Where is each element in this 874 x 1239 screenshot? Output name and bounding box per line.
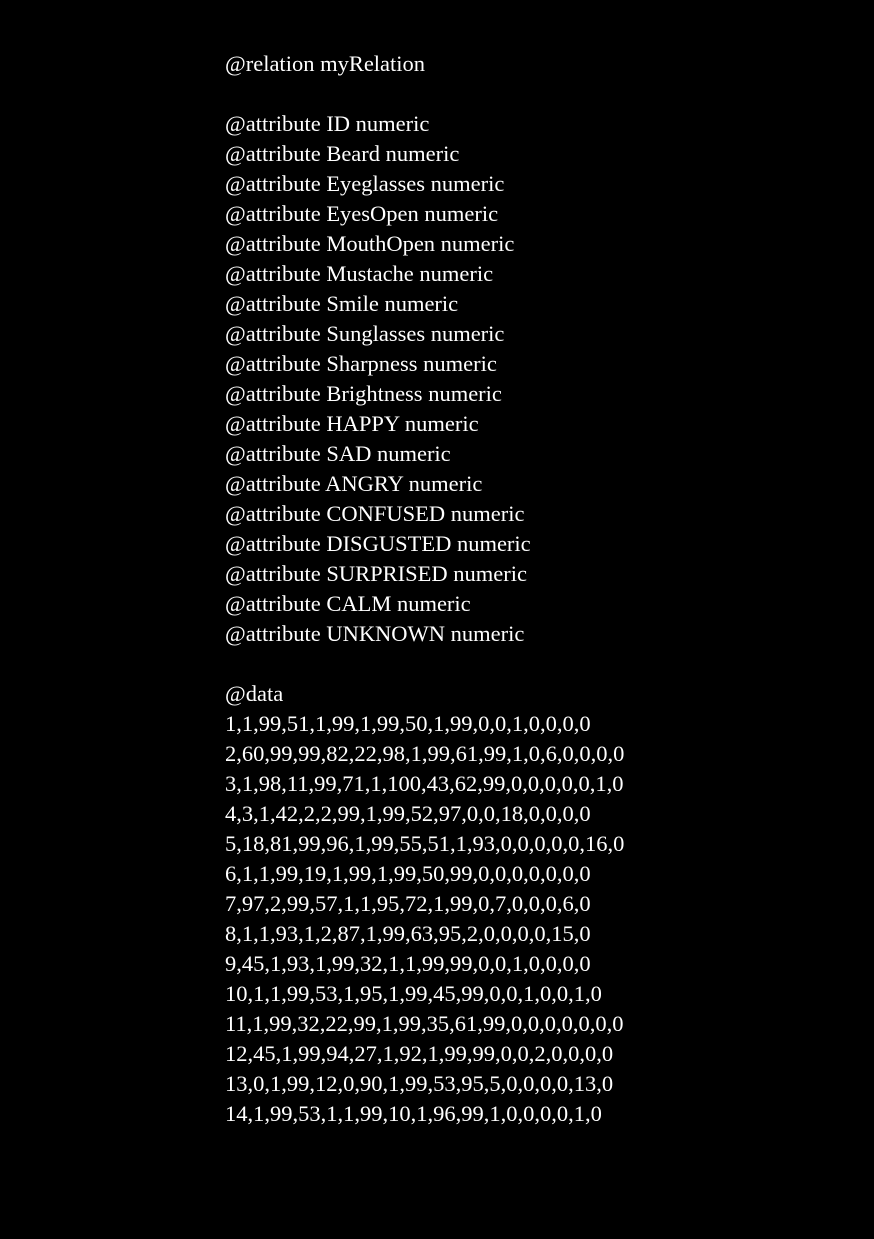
- attribute-line: @attribute DISGUSTED numeric: [225, 531, 531, 556]
- data-row: 4,3,1,42,2,2,99,1,99,52,97,0,0,18,0,0,0,0: [225, 801, 591, 826]
- attribute-line: @attribute UNKNOWN numeric: [225, 621, 525, 646]
- attribute-line: @attribute MouthOpen numeric: [225, 231, 515, 256]
- data-row: 10,1,1,99,53,1,95,1,99,45,99,0,0,1,0,0,1,0: [225, 981, 602, 1006]
- data-row: 8,1,1,93,1,2,87,1,99,63,95,2,0,0,0,0,15,0: [225, 921, 591, 946]
- blank-line: [225, 79, 845, 109]
- data-row: 6,1,1,99,19,1,99,1,99,50,99,0,0,0,0,0,0,0: [225, 861, 591, 886]
- attribute-line: @attribute Brightness numeric: [225, 381, 502, 406]
- data-section-header: @data: [225, 681, 284, 706]
- data-row: 2,60,99,99,82,22,98,1,99,61,99,1,0,6,0,0,0,0: [225, 741, 625, 766]
- attribute-line: @attribute Eyeglasses numeric: [225, 171, 505, 196]
- attribute-line: @attribute EyesOpen numeric: [225, 201, 499, 226]
- attribute-line: @attribute Sharpness numeric: [225, 351, 497, 376]
- attribute-line: @attribute Beard numeric: [225, 141, 460, 166]
- data-row: 5,18,81,99,96,1,99,55,51,1,93,0,0,0,0,0,16,0: [225, 831, 625, 856]
- data-row: 3,1,98,11,99,71,1,100,43,62,99,0,0,0,0,0,1,0: [225, 771, 624, 796]
- attribute-line: @attribute ANGRY numeric: [225, 471, 483, 496]
- attribute-line: @attribute Mustache numeric: [225, 261, 494, 286]
- data-row: 11,1,99,32,22,99,1,99,35,61,99,0,0,0,0,0,0,0: [225, 1011, 624, 1036]
- data-row: 7,97,2,99,57,1,1,95,72,1,99,0,7,0,0,0,6,0: [225, 891, 591, 916]
- attribute-line: @attribute CONFUSED numeric: [225, 501, 525, 526]
- relation-declaration: @relation myRelation: [225, 51, 426, 76]
- arff-document: [225, 49, 845, 1129]
- data-row: 12,45,1,99,94,27,1,92,1,99,99,0,0,2,0,0,0,0: [225, 1041, 614, 1066]
- data-row: 14,1,99,53,1,1,99,10,1,96,99,1,0,0,0,0,1,0: [225, 1101, 602, 1126]
- data-row: 1,1,99,51,1,99,1,99,50,1,99,0,0,1,0,0,0,0: [225, 711, 591, 736]
- attribute-line: @attribute HAPPY numeric: [225, 411, 479, 436]
- attribute-line: @attribute ID numeric: [225, 111, 430, 136]
- attribute-line: @attribute Sunglasses numeric: [225, 321, 505, 346]
- attribute-list: [225, 109, 845, 649]
- blank-line: [225, 649, 845, 679]
- attribute-line: @attribute SAD numeric: [225, 441, 451, 466]
- attribute-line: @attribute Smile numeric: [225, 291, 459, 316]
- data-row: 13,0,1,99,12,0,90,1,99,53,95,5,0,0,0,0,13,0: [225, 1071, 614, 1096]
- attribute-line: @attribute CALM numeric: [225, 591, 471, 616]
- attribute-line: @attribute SURPRISED numeric: [225, 561, 527, 586]
- data-rows: [225, 709, 845, 1129]
- data-row: 9,45,1,93,1,99,32,1,1,99,99,0,0,1,0,0,0,0: [225, 951, 591, 976]
